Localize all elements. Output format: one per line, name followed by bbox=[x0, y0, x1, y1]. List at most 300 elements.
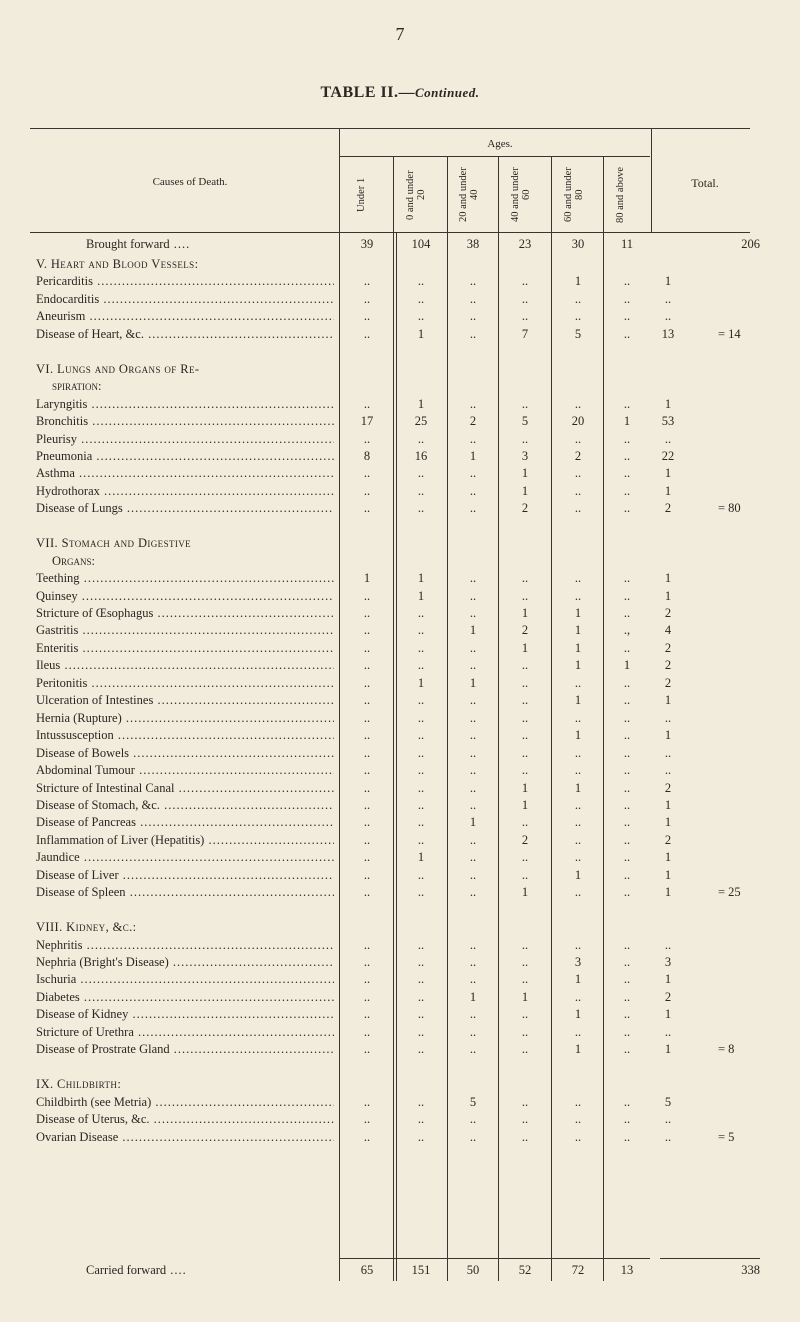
age-cell: 20 bbox=[571, 414, 585, 429]
age-cell: .. bbox=[521, 815, 529, 830]
section-heading-row bbox=[0, 554, 800, 570]
row-label: Aneurism ..... bbox=[36, 309, 334, 324]
age-cell: .. bbox=[363, 763, 371, 778]
age-cell: .. bbox=[469, 745, 477, 760]
row-label: VI. Lungs and Organs of Re- bbox=[36, 361, 200, 376]
age-cell: .. bbox=[363, 1042, 371, 1057]
table-row bbox=[0, 676, 800, 692]
age-cell: .. bbox=[623, 483, 631, 498]
age-cell: .. bbox=[623, 1112, 631, 1127]
table-row bbox=[0, 501, 800, 517]
total-cell: .. bbox=[664, 1112, 672, 1127]
age-cell: 1 bbox=[574, 780, 582, 795]
age-cell: .. bbox=[469, 396, 477, 411]
group-total-cell: 206 bbox=[741, 237, 760, 251]
age-cell: .. bbox=[363, 937, 371, 952]
age-cell: .. bbox=[417, 606, 425, 620]
age-cell: .. bbox=[623, 1024, 631, 1039]
age-cell: 1 bbox=[469, 815, 477, 830]
age-cell: 1 bbox=[469, 448, 477, 463]
age-cell: .. bbox=[469, 291, 477, 306]
total-cell: .. bbox=[664, 291, 672, 306]
table-row bbox=[0, 746, 800, 762]
age-cell: .. bbox=[417, 1042, 425, 1057]
age-cell: .. bbox=[417, 885, 425, 900]
row-label: Disease of Stomach, &c. ..... bbox=[36, 798, 334, 813]
age-cell: .. bbox=[574, 850, 582, 865]
age-cell: .. bbox=[417, 797, 425, 812]
age-cell: .. bbox=[623, 937, 631, 952]
spacer-row bbox=[0, 519, 800, 535]
total-cell: .. bbox=[664, 763, 672, 778]
row-label: Disease of Bowels ..... bbox=[36, 746, 334, 761]
age-cell: .. bbox=[469, 885, 477, 900]
age-cell: .. bbox=[623, 396, 631, 411]
age-cell: .. bbox=[574, 431, 582, 446]
header-divider-1 bbox=[393, 157, 394, 232]
total-cell: 13 bbox=[661, 326, 675, 341]
table-row bbox=[0, 658, 800, 674]
age-cell: 1 bbox=[574, 1007, 582, 1022]
age-cell: 2 bbox=[469, 414, 477, 429]
total-cell: 53 bbox=[661, 414, 675, 429]
table-row bbox=[0, 1263, 800, 1279]
age-cell: 1 bbox=[574, 623, 582, 638]
age-cell: .. bbox=[469, 955, 477, 969]
age-cell: .. bbox=[521, 972, 529, 987]
age-cell: .. bbox=[417, 763, 425, 778]
total-cell: 1 bbox=[664, 972, 672, 987]
row-label: Teething ..... bbox=[36, 571, 334, 586]
table-row bbox=[0, 868, 800, 884]
age-cell: .. bbox=[417, 274, 425, 289]
age-cell: .. bbox=[574, 588, 582, 603]
row-label: Abdominal Tumour ..... bbox=[36, 763, 334, 778]
age-cell: .. bbox=[417, 745, 425, 760]
age-cell: .. bbox=[417, 867, 425, 882]
age-cell: .. bbox=[574, 675, 582, 690]
spacer-row bbox=[0, 903, 800, 919]
row-label: Brought forward .... bbox=[86, 237, 384, 252]
row-label: Hernia (Rupture) ..... bbox=[36, 711, 334, 726]
table-row bbox=[0, 274, 800, 290]
header-col-40-60: 40 and under 60 bbox=[510, 167, 532, 223]
age-cell: 1 bbox=[469, 623, 477, 638]
age-cell: .. bbox=[363, 483, 371, 498]
total-cell: 1 bbox=[664, 466, 672, 481]
header-divider-4 bbox=[551, 157, 552, 232]
row-label: Bronchitis ..... bbox=[36, 414, 334, 429]
age-cell: .. bbox=[623, 326, 631, 341]
table-row bbox=[0, 815, 800, 831]
table-row bbox=[0, 763, 800, 779]
table-row bbox=[0, 972, 800, 988]
age-cell: 30 bbox=[571, 237, 585, 251]
age-cell: .. bbox=[417, 1024, 425, 1039]
age-cell: .. bbox=[417, 815, 425, 830]
age-cell: .. bbox=[574, 291, 582, 306]
total-cell: 3 bbox=[664, 955, 672, 969]
age-cell: .. bbox=[363, 675, 371, 690]
age-cell: .. bbox=[417, 937, 425, 952]
table-row bbox=[0, 990, 800, 1006]
total-cell: 1 bbox=[664, 588, 672, 603]
age-cell: 151 bbox=[411, 1263, 431, 1277]
age-cell: .. bbox=[574, 1129, 582, 1144]
age-cell: .. bbox=[623, 466, 631, 481]
age-cell: .. bbox=[623, 867, 631, 882]
age-cell: .. bbox=[469, 850, 477, 865]
total-cell: 1 bbox=[664, 571, 672, 586]
header-divider-causes bbox=[339, 129, 340, 232]
age-cell: .. bbox=[521, 850, 529, 865]
total-cell: 2 bbox=[664, 606, 672, 620]
age-cell: .. bbox=[363, 588, 371, 603]
age-cell: .. bbox=[623, 274, 631, 289]
age-cell: .. bbox=[521, 291, 529, 306]
age-cell: .. bbox=[521, 675, 529, 690]
row-label: Jaundice ..... bbox=[36, 850, 334, 865]
table-row bbox=[0, 292, 800, 308]
section-heading-row bbox=[0, 536, 800, 552]
row-label: Disease of Uterus, &c. ..... bbox=[36, 1112, 334, 1127]
age-cell: ., bbox=[623, 623, 631, 638]
age-cell: .. bbox=[469, 483, 477, 498]
age-cell: 50 bbox=[466, 1263, 480, 1277]
row-label: Diabetes ..... bbox=[36, 990, 334, 1005]
age-cell: 1 bbox=[521, 780, 529, 795]
age-cell: 17 bbox=[360, 414, 374, 429]
table-row bbox=[0, 1042, 800, 1058]
age-cell: .. bbox=[521, 571, 529, 586]
age-cell: .. bbox=[363, 326, 371, 341]
row-label: VIII. Kidney, &c.: bbox=[36, 920, 137, 935]
group-total-cell: = 14 bbox=[718, 326, 741, 341]
header-col-80-above: 80 and above bbox=[615, 167, 626, 223]
age-cell: .. bbox=[469, 1024, 477, 1039]
age-cell: .. bbox=[574, 710, 582, 725]
row-label: Laryngitis ..... bbox=[36, 397, 334, 412]
age-cell: .. bbox=[469, 658, 477, 673]
age-cell: .. bbox=[469, 501, 477, 516]
group-total-cell: = 8 bbox=[718, 1042, 735, 1057]
age-cell: .. bbox=[469, 728, 477, 743]
age-cell: .. bbox=[623, 431, 631, 446]
header-top-rule bbox=[30, 128, 750, 129]
age-cell: .. bbox=[623, 745, 631, 760]
group-total-cell: 338 bbox=[741, 1263, 760, 1277]
group-total-cell: = 25 bbox=[718, 885, 741, 900]
age-cell: .. bbox=[417, 728, 425, 743]
age-cell: 1 bbox=[417, 326, 425, 341]
header-divider-total bbox=[651, 129, 652, 232]
age-cell: 1 bbox=[521, 797, 529, 812]
total-cell: 2 bbox=[664, 640, 672, 655]
age-cell: .. bbox=[521, 728, 529, 743]
total-cell: 1 bbox=[664, 396, 672, 411]
age-cell: 65 bbox=[360, 1263, 374, 1277]
age-cell: .. bbox=[417, 1094, 425, 1109]
header-causes: Causes of Death. bbox=[152, 176, 228, 188]
age-cell: .. bbox=[574, 745, 582, 760]
row-label: Carried forward .... bbox=[86, 1263, 384, 1278]
age-cell: .. bbox=[363, 989, 371, 1004]
table-row bbox=[0, 1130, 800, 1146]
age-cell: .. bbox=[574, 1024, 582, 1039]
age-cell: 1 bbox=[521, 466, 529, 481]
age-cell: 3 bbox=[521, 448, 529, 463]
table-row bbox=[0, 798, 800, 814]
age-cell: .. bbox=[363, 1094, 371, 1109]
age-cell: 1 bbox=[574, 640, 582, 655]
age-cell: .. bbox=[469, 606, 477, 620]
age-cell: .. bbox=[363, 1112, 371, 1127]
age-cell: .. bbox=[363, 501, 371, 516]
age-cell: .. bbox=[574, 797, 582, 812]
row-label: Childbirth (see Metria) ..... bbox=[36, 1095, 334, 1110]
age-cell: .. bbox=[521, 1094, 529, 1109]
header-total: Total. bbox=[691, 176, 719, 190]
table-row bbox=[0, 414, 800, 430]
total-cell: 1 bbox=[664, 728, 672, 743]
age-cell: .. bbox=[363, 710, 371, 725]
age-cell: .. bbox=[363, 780, 371, 795]
age-cell: .. bbox=[469, 274, 477, 289]
age-cell: .. bbox=[363, 850, 371, 865]
table-row bbox=[0, 1112, 800, 1128]
age-cell: .. bbox=[363, 309, 371, 324]
row-label: Disease of Spleen ..... bbox=[36, 885, 334, 900]
total-cell: .. bbox=[664, 431, 672, 446]
table-row bbox=[0, 1025, 800, 1041]
header-divider-5 bbox=[603, 157, 604, 232]
row-label: IX. Childbirth: bbox=[36, 1077, 122, 1092]
row-label: Endocarditis ..... bbox=[36, 292, 334, 307]
age-cell: .. bbox=[574, 937, 582, 952]
total-cell: .. bbox=[664, 710, 672, 725]
age-cell: .. bbox=[623, 1042, 631, 1057]
row-label: Quinsey ..... bbox=[36, 589, 334, 604]
age-cell: .. bbox=[623, 989, 631, 1004]
age-cell: .. bbox=[469, 640, 477, 655]
age-cell: .. bbox=[521, 763, 529, 778]
table-row bbox=[0, 571, 800, 587]
age-cell: .. bbox=[521, 309, 529, 324]
age-cell: .. bbox=[363, 728, 371, 743]
row-label: Nephria (Bright's Disease) ..... bbox=[36, 955, 334, 970]
row-label: Disease of Prostrate Gland ..... bbox=[36, 1042, 334, 1057]
age-cell: .. bbox=[521, 1042, 529, 1057]
age-cell: .. bbox=[574, 989, 582, 1004]
table-title-suffix: Continued. bbox=[414, 85, 480, 100]
table-title bbox=[0, 84, 800, 102]
age-cell: .. bbox=[623, 588, 631, 603]
age-cell: .. bbox=[417, 483, 425, 498]
age-cell: .. bbox=[574, 763, 582, 778]
age-cell: .. bbox=[469, 797, 477, 812]
age-cell: .. bbox=[469, 972, 477, 987]
age-cell: 2 bbox=[521, 623, 529, 638]
header-col-60-80: 60 and under 80 bbox=[563, 167, 585, 223]
table-row bbox=[0, 728, 800, 744]
table-row bbox=[0, 1007, 800, 1023]
age-cell: .. bbox=[521, 710, 529, 725]
header-col-20-40: 20 and under 40 bbox=[458, 167, 480, 223]
row-label: Ileus ..... bbox=[36, 658, 334, 673]
header-divider-2 bbox=[447, 157, 448, 232]
table-row bbox=[0, 693, 800, 709]
age-cell: 1 bbox=[521, 606, 529, 620]
row-label: Organs: bbox=[52, 553, 96, 568]
total-cell: 1 bbox=[664, 1042, 672, 1057]
age-cell: .. bbox=[417, 1112, 425, 1127]
age-cell: .. bbox=[363, 1024, 371, 1039]
age-cell: .. bbox=[623, 710, 631, 725]
age-cell: .. bbox=[469, 1129, 477, 1144]
row-label: Disease of Kidney ..... bbox=[36, 1007, 334, 1022]
age-cell: .. bbox=[521, 693, 529, 708]
age-cell: .. bbox=[363, 291, 371, 306]
age-cell: 1 bbox=[521, 483, 529, 498]
table-row bbox=[0, 781, 800, 797]
row-label: Disease of Heart, &c. ..... bbox=[36, 327, 334, 342]
total-cell: 5 bbox=[664, 1094, 672, 1109]
age-cell: .. bbox=[363, 431, 371, 446]
age-cell: .. bbox=[521, 658, 529, 673]
age-cell: .. bbox=[521, 745, 529, 760]
total-cell: 4 bbox=[664, 623, 672, 638]
header-bottom-rule bbox=[30, 232, 750, 233]
age-cell: .. bbox=[623, 675, 631, 690]
total-cell: .. bbox=[664, 937, 672, 952]
row-label: Disease of Lungs ..... bbox=[36, 501, 334, 516]
total-cell: 1 bbox=[664, 867, 672, 882]
age-cell: .. bbox=[623, 1007, 631, 1022]
age-cell: .. bbox=[417, 658, 425, 673]
total-cell: 1 bbox=[664, 483, 672, 498]
age-cell: .. bbox=[469, 763, 477, 778]
age-cell: .. bbox=[574, 501, 582, 516]
age-cell: .. bbox=[574, 483, 582, 498]
age-cell: .. bbox=[623, 571, 631, 586]
age-cell: .. bbox=[623, 1094, 631, 1109]
age-cell: .. bbox=[469, 1007, 477, 1022]
age-cell: .. bbox=[623, 309, 631, 324]
age-cell: 1 bbox=[574, 867, 582, 882]
header-col-under-1: Under 1 bbox=[356, 177, 367, 213]
age-cell: 1 bbox=[623, 658, 631, 673]
age-cell: .. bbox=[363, 815, 371, 830]
age-cell: .. bbox=[623, 448, 631, 463]
table-row bbox=[0, 309, 800, 325]
age-cell: .. bbox=[363, 745, 371, 760]
age-cell: 2 bbox=[574, 448, 582, 463]
age-cell: 38 bbox=[466, 237, 480, 251]
age-cell: 16 bbox=[414, 448, 428, 463]
section-heading-row bbox=[0, 379, 800, 395]
table-row bbox=[0, 432, 800, 448]
total-carried-rule bbox=[660, 1258, 760, 1259]
age-cell: .. bbox=[363, 797, 371, 812]
age-cell: .. bbox=[469, 466, 477, 481]
age-cell: 1 bbox=[574, 972, 582, 987]
age-cell: 1 bbox=[417, 571, 425, 586]
age-cell: .. bbox=[363, 1007, 371, 1022]
table-row bbox=[0, 885, 800, 901]
page-number: 7 bbox=[395, 24, 405, 44]
age-cell: 52 bbox=[518, 1263, 532, 1277]
age-cell: .. bbox=[623, 780, 631, 795]
age-cell: .. bbox=[623, 815, 631, 830]
age-cell: .. bbox=[417, 1129, 425, 1144]
table-row bbox=[0, 938, 800, 954]
table-row bbox=[0, 833, 800, 849]
age-cell: .. bbox=[574, 466, 582, 481]
table-row bbox=[0, 397, 800, 413]
age-cell: .. bbox=[623, 885, 631, 900]
age-cell: .. bbox=[623, 1129, 631, 1144]
table-row bbox=[0, 641, 800, 657]
age-cell: .. bbox=[623, 640, 631, 655]
age-cell: .. bbox=[363, 955, 371, 969]
age-cell: .. bbox=[521, 1112, 529, 1127]
age-cell: 104 bbox=[411, 237, 431, 251]
age-cell: 1 bbox=[574, 606, 582, 620]
age-cell: .. bbox=[469, 571, 477, 586]
total-cell: 1 bbox=[664, 885, 672, 900]
table-row bbox=[0, 484, 800, 500]
spacer-row bbox=[0, 344, 800, 360]
section-heading-row bbox=[0, 1077, 800, 1093]
age-cell: .. bbox=[521, 396, 529, 411]
age-cell: .. bbox=[574, 885, 582, 900]
age-cell: .. bbox=[574, 309, 582, 324]
total-cell: 1 bbox=[664, 850, 672, 865]
table-row bbox=[0, 237, 800, 253]
row-label: Ulceration of Intestines ..... bbox=[36, 693, 334, 708]
age-cell: .. bbox=[469, 1042, 477, 1057]
row-label: Intussusception ..... bbox=[36, 728, 334, 743]
table-row bbox=[0, 955, 800, 971]
age-cell: 13 bbox=[620, 1263, 634, 1277]
age-cell: 72 bbox=[571, 1263, 585, 1277]
age-cell: .. bbox=[363, 623, 371, 638]
age-cell: 8 bbox=[363, 448, 371, 463]
total-cell: 2 bbox=[664, 675, 672, 690]
total-cell: .. bbox=[664, 1129, 672, 1144]
age-cell: 1 bbox=[417, 850, 425, 865]
age-cell: .. bbox=[521, 867, 529, 882]
age-cell: .. bbox=[469, 780, 477, 795]
row-label: VII. Stomach and Digestive bbox=[36, 536, 192, 551]
table-row bbox=[0, 850, 800, 866]
age-cell: .. bbox=[417, 291, 425, 306]
age-cell: .. bbox=[623, 501, 631, 516]
table-row bbox=[0, 589, 800, 605]
age-cell: .. bbox=[469, 431, 477, 446]
total-cell: 2 bbox=[664, 780, 672, 795]
table-row bbox=[0, 449, 800, 465]
row-label: Inflammation of Liver (Hepatitis) ..... bbox=[36, 833, 334, 848]
age-cell: .. bbox=[623, 850, 631, 865]
age-cell: 25 bbox=[414, 414, 428, 429]
age-cell: .. bbox=[469, 588, 477, 603]
age-cell: .. bbox=[417, 431, 425, 446]
age-cell: .. bbox=[363, 693, 371, 708]
section-heading-row bbox=[0, 257, 800, 273]
age-cell: 1 bbox=[417, 396, 425, 411]
age-cell: .. bbox=[417, 1007, 425, 1022]
